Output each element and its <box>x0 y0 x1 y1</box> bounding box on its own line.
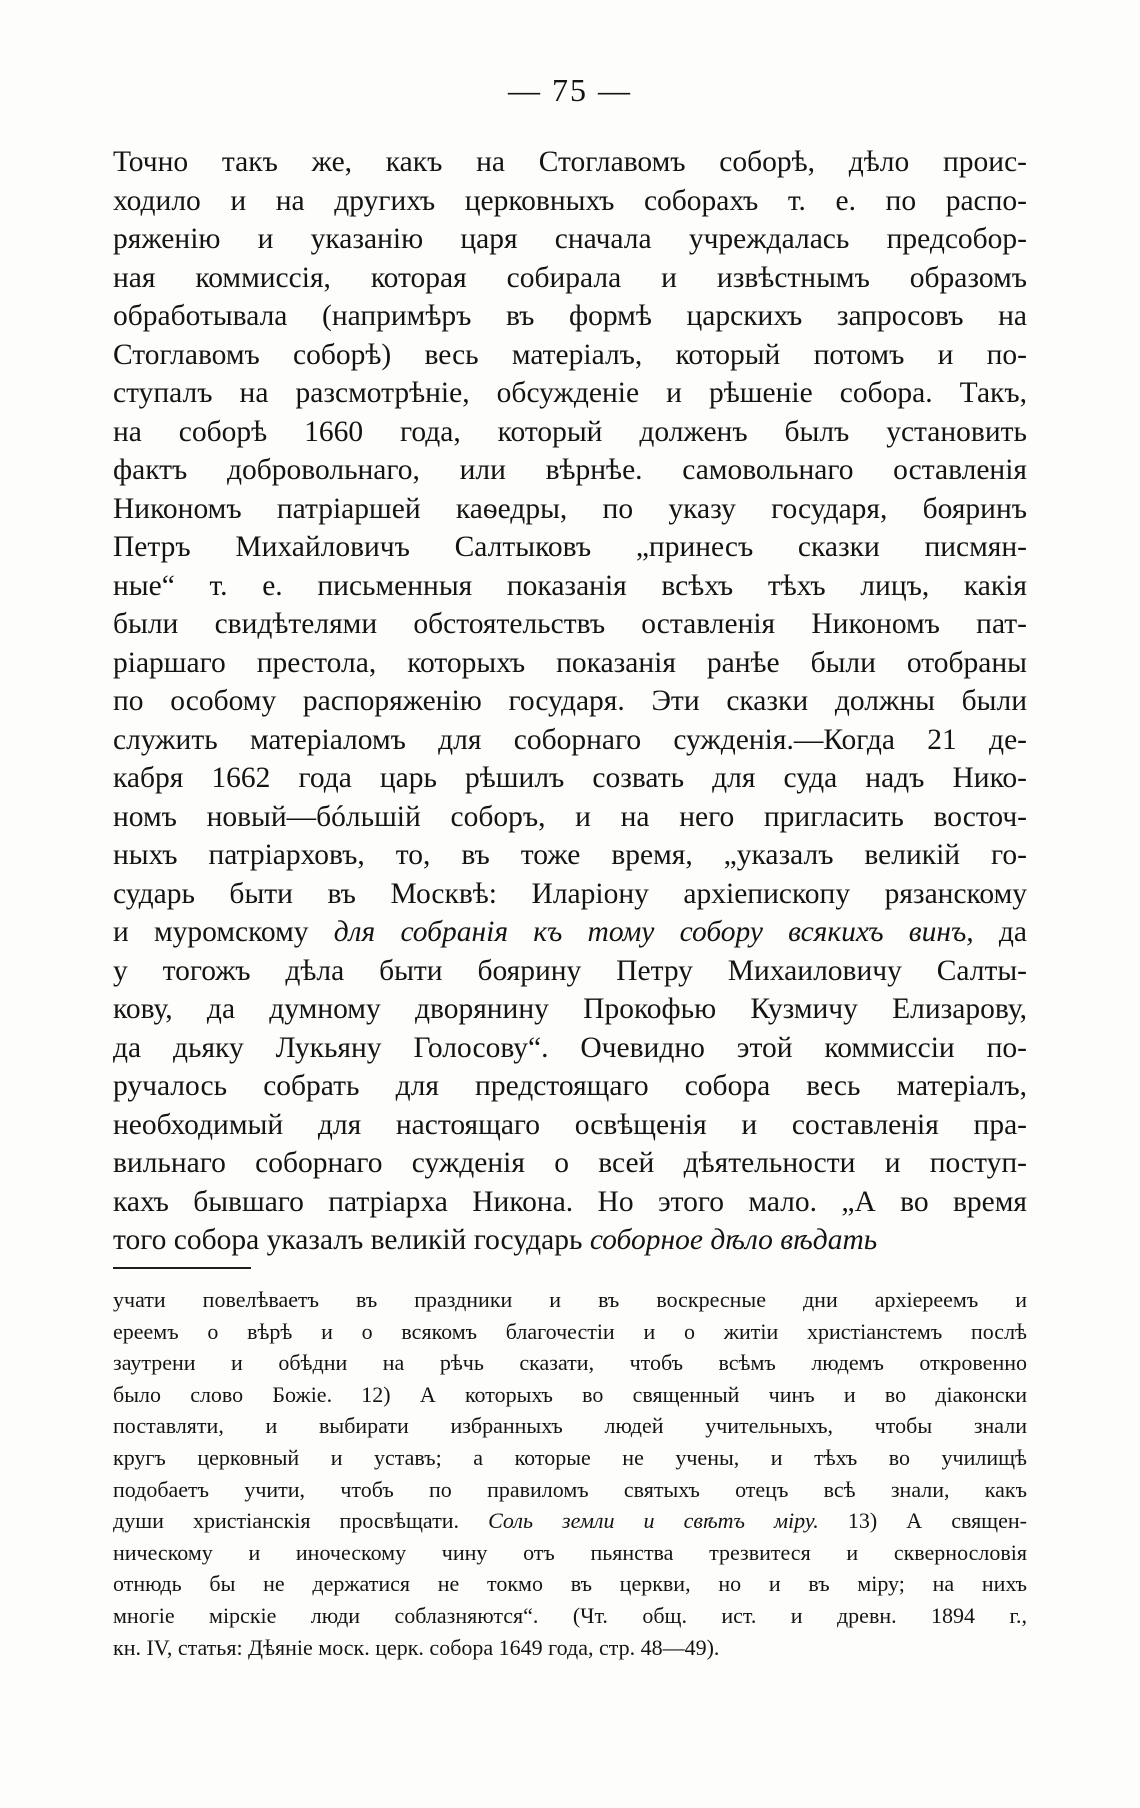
text-line: необходимый для настоящаго освѣщенія и составленія пра- <box>113 1108 1027 1141</box>
text-line: Точно такъ же, какъ на Стоглавомъ соборѣ, дѣло проис- <box>113 146 1027 178</box>
footnote-line: заутрени и обѣдни на рѣчь сказати, чтобъ всѣмъ людемъ откровенно <box>113 1350 1027 1376</box>
text-line: кову, да думному дворянину Прокофью Кузмичу Елизарову, <box>113 993 1027 1025</box>
footnote-line: многіе мірскіе люди соблазняются“. (Чт. общ. ист. и древн. 1894 г., <box>113 1602 1027 1628</box>
text-line: служить матеріаломъ для соборнаго сужденія.—Когда 21 де- <box>113 723 1027 756</box>
main-text-block <box>113 143 1027 1256</box>
text-line: ступалъ на разсмотрѣніе, обсужденіе и рѣшеніе собора. Такъ, <box>113 377 1027 409</box>
page-number: — 75 — <box>508 72 632 108</box>
footnote-line: кругъ церковный и уставъ; а которые не учены, и тѣхъ во училищѣ <box>113 1444 1027 1470</box>
text-line: Петръ Михайловичъ Салтыковъ „принесъ сказки писмян- <box>113 531 1027 563</box>
text-line: ные“ т. е. письменныя показанія всѣхъ тѣхъ лицъ, какія <box>113 569 1027 602</box>
text-line: кахъ бывшаго патріарха Никона. Но этого мало. „А во время <box>113 1185 1027 1218</box>
text-line: были свидѣтелями обстоятельствъ оставленія Никономъ пат- <box>113 608 1027 640</box>
text-line: обработывала (напримѣръ въ формѣ царскихъ запросовъ на <box>113 300 1027 332</box>
text-line: на соборѣ 1660 года, который долженъ былъ установить <box>113 415 1027 448</box>
footnote-line: кн. IV, статья: Дѣяніе моск. церк. собора 1649 года, стр. 48—49). <box>113 1634 720 1660</box>
text-line: ныхъ патріарховъ, то, въ тоже время, „указалъ великій го- <box>113 839 1027 871</box>
text-line: ручалось собрать для предстоящаго собора весь матеріалъ, <box>113 1070 1027 1102</box>
text-line: ряженію и указанію царя сначала учреждалась предсобор- <box>113 223 1027 255</box>
text-line: фактъ добровольнаго, или вѣрнѣе. самовольнаго оставленія <box>113 454 1027 486</box>
footnote-line: подобаетъ учити, чтобъ по правиломъ святыхъ отецъ всѣ знали, какъ <box>113 1476 1027 1502</box>
text-line: да дьяку Лукьяну Голосову“. Очевидно этой коммиссіи по- <box>113 1031 1027 1064</box>
text-segment: того собора указалъ великій государь <box>113 1224 590 1256</box>
footnote-line: ереемъ о вѣрѣ и о всякомъ благочестіи и о житіи христіанстемъ послѣ <box>113 1318 1027 1344</box>
italic-quote: соборное дѣло вѣдать <box>589 1224 878 1256</box>
text-segment: да <box>973 916 1027 948</box>
text-line: сударь быти въ Москвѣ: Иларіону архіепископу рязанскому <box>113 877 1027 910</box>
text-line: Стоглавомъ соборѣ) весь матеріалъ, который потомъ и по- <box>113 338 1027 371</box>
text-line: номъ новый—бóльшій соборъ, и на него пригласить восточ- <box>113 800 1027 833</box>
text-line: ходило и на другихъ церковныхъ соборахъ т. е. по распо- <box>113 184 1027 217</box>
text-line: у тогожъ дѣла быти боярину Петру Михаиловичу Салты- <box>113 954 1027 987</box>
footnote-line: ническому и иноческому чину отъ пьянства трезвитеся и сквернословія <box>113 1539 1027 1565</box>
text-line: вильнаго соборнаго сужденія о всей дѣятельности и поступ- <box>113 1147 1027 1179</box>
text-segment: 13) А священ- <box>818 1508 1027 1534</box>
text-line: ріаршаго престола, которыхъ показанія ранѣе были отобраны <box>113 646 1027 679</box>
text-segment: души христіанскія просвѣщати. <box>113 1508 489 1534</box>
text-line: ная коммиссія, которая собирала и извѣстнымъ образомъ <box>113 261 1027 294</box>
footnote-line: было слово Божіе. 12) А которыхъ во священный чинъ и во діаконски <box>113 1381 1027 1407</box>
footnote-block <box>113 1284 1027 1664</box>
text-line: по особому распоряженію государя. Эти сказки должны были <box>113 685 1027 717</box>
footnote-line: учати повелѣваетъ въ праздники и въ воскресные дни архіереемъ и <box>113 1287 1027 1312</box>
footnote-line: отнюдь бы не держатися не токмо въ церкви, но и въ міру; на нихъ <box>113 1571 1027 1597</box>
italic-quote: для собранія къ тому собору всякихъ винъ, <box>333 916 974 948</box>
text-line <box>113 913 1027 952</box>
text-segment: и муромскому <box>113 916 334 948</box>
footnote-line <box>113 1505 1027 1537</box>
footnote-rule <box>113 1267 251 1269</box>
text-line: Никономъ патріаршей каѳедры, по указу государя, бояринъ <box>113 492 1027 525</box>
text-line: кабря 1662 года царь рѣшилъ созвать для суда надъ Нико- <box>113 762 1027 794</box>
italic-quote: Соль земли и свѣтъ міру. <box>488 1508 819 1534</box>
text-line <box>113 1221 1027 1260</box>
footnote-line: поставляти, и выбирати избранныхъ людей учительныхъ, чтобы знали <box>113 1413 1027 1439</box>
